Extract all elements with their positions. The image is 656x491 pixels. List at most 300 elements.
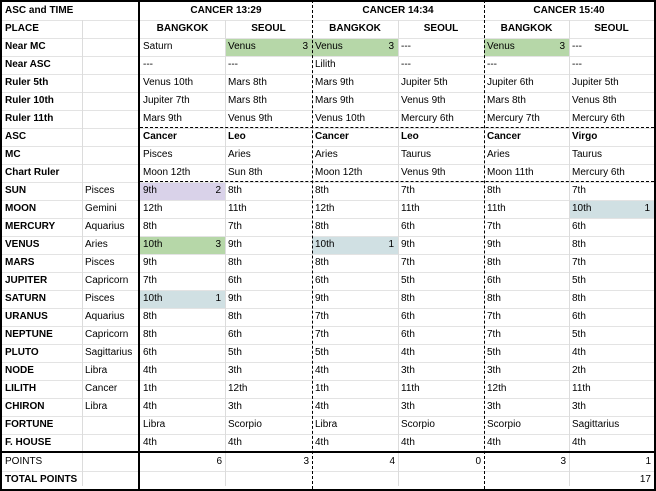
- points-value-4[interactable]: [398, 453, 484, 471]
- cell-mercury-1[interactable]: [140, 218, 225, 236]
- cell-f-house-3[interactable]: [312, 434, 398, 452]
- row-sign-node-text: Libra: [85, 365, 108, 376]
- row-sign-uranus-text: Aquarius: [85, 311, 125, 322]
- row-label-mercury-text: MERCURY: [5, 221, 56, 232]
- cell-mars-2[interactable]: [225, 254, 312, 272]
- cell-saturn-4-text: 8th: [401, 293, 415, 304]
- row-label-saturn[interactable]: [2, 290, 82, 308]
- cell-near-mc-2-text: Venus: [228, 41, 256, 52]
- cell-near-mc-5-score: 3: [559, 41, 565, 52]
- cell-ruler-5th-5[interactable]: [484, 74, 569, 92]
- group-header-1[interactable]: [140, 2, 312, 20]
- cell-fortune-2[interactable]: [225, 416, 312, 434]
- place-header-1[interactable]: [140, 20, 225, 38]
- row-sign-chart-ruler[interactable]: [82, 164, 140, 182]
- grid-v-2: [398, 20, 399, 486]
- grid-h-12: [2, 218, 654, 219]
- row-label-ruler-11th[interactable]: [2, 110, 82, 128]
- grid-h-23: [2, 416, 654, 417]
- cell-mars-1-text: 9th: [143, 257, 157, 268]
- cell-f-house-5[interactable]: [484, 434, 569, 452]
- row-sign-venus[interactable]: [82, 236, 140, 254]
- cell-mc-6[interactable]: [569, 146, 654, 164]
- grid-h-11: [2, 200, 654, 201]
- cell-jupiter-1[interactable]: [140, 272, 225, 290]
- cell-chiron-2-text: 3th: [228, 401, 242, 412]
- cell-mercury-5[interactable]: [484, 218, 569, 236]
- cell-mercury-2[interactable]: [225, 218, 312, 236]
- row-label-venus[interactable]: [2, 236, 82, 254]
- cell-near-mc-2[interactable]: [225, 38, 312, 56]
- cell-node-6-text: 2th: [572, 365, 586, 376]
- row-label-near-asc-text: Near ASC: [5, 59, 51, 70]
- section-divider-planets: [140, 181, 654, 182]
- row-label-near-mc[interactable]: [2, 38, 82, 56]
- points-value-5[interactable]: [484, 453, 569, 471]
- cell-ruler-11th-3[interactable]: [312, 110, 398, 128]
- total-points-value-6-text: 17: [639, 474, 651, 485]
- group-header-2-text: CANCER 14:34: [362, 5, 434, 16]
- cell-pluto-5[interactable]: [484, 344, 569, 362]
- total-points-value-5[interactable]: [484, 471, 569, 489]
- cell-pluto-3[interactable]: [312, 344, 398, 362]
- cell-neptune-3[interactable]: [312, 326, 398, 344]
- cell-moon-6[interactable]: [569, 200, 654, 218]
- row-sign-mars[interactable]: [82, 254, 140, 272]
- row-sign-asc[interactable]: [82, 128, 140, 146]
- group-header-1-text: CANCER 13:29: [190, 5, 262, 16]
- cell-mars-1[interactable]: [140, 254, 225, 272]
- cell-saturn-1[interactable]: [140, 290, 225, 308]
- cell-ruler-5th-3[interactable]: [312, 74, 398, 92]
- grid-h-14: [2, 254, 654, 255]
- row-label-sun-text: SUN: [5, 185, 27, 196]
- row-sign-ruler-5th[interactable]: [82, 74, 140, 92]
- points-value-6[interactable]: [569, 453, 654, 471]
- cell-uranus-6[interactable]: [569, 308, 654, 326]
- cell-saturn-4[interactable]: [398, 290, 484, 308]
- points-value-3[interactable]: [312, 453, 398, 471]
- points-value-1[interactable]: [140, 453, 225, 471]
- cell-node-4[interactable]: [398, 362, 484, 380]
- cell-chart-ruler-4-text: Venus 9th: [401, 167, 446, 178]
- cell-uranus-2[interactable]: [225, 308, 312, 326]
- cell-near-mc-1[interactable]: [140, 38, 225, 56]
- points-value-2[interactable]: [225, 453, 312, 471]
- row-label-venus-text: VENUS: [5, 239, 40, 250]
- cell-moon-2[interactable]: [225, 200, 312, 218]
- cell-mars-4-text: 7th: [401, 257, 415, 268]
- cell-chart-ruler-6-text: Mercury 6th: [572, 167, 625, 178]
- row-sign-neptune[interactable]: [82, 326, 140, 344]
- cell-chiron-1[interactable]: [140, 398, 225, 416]
- row-sign-jupiter[interactable]: [82, 272, 140, 290]
- points-value-1-text: 6: [216, 456, 222, 467]
- cell-near-mc-6-text: ---: [572, 41, 582, 52]
- cell-mercury-6[interactable]: [569, 218, 654, 236]
- place-header-6[interactable]: [569, 20, 654, 38]
- cell-node-6[interactable]: [569, 362, 654, 380]
- cell-chiron-5[interactable]: [484, 398, 569, 416]
- grid-h-26: [2, 471, 654, 472]
- row-sign-node[interactable]: [82, 362, 140, 380]
- total-points-value-1[interactable]: [140, 471, 225, 489]
- cell-fortune-6[interactable]: [569, 416, 654, 434]
- cell-venus-1[interactable]: [140, 236, 225, 254]
- cell-chiron-3[interactable]: [312, 398, 398, 416]
- cell-jupiter-5[interactable]: [484, 272, 569, 290]
- row-sign-moon[interactable]: [82, 200, 140, 218]
- row-sign-f-house[interactable]: [82, 434, 140, 452]
- cell-chart-ruler-3-text: Moon 12th: [315, 167, 363, 178]
- row-sign-chiron[interactable]: [82, 398, 140, 416]
- cell-saturn-2[interactable]: [225, 290, 312, 308]
- grid-h-15: [2, 272, 654, 273]
- cell-f-house-5-text: 4th: [487, 437, 501, 448]
- row-label-near-mc-text: Near MC: [5, 41, 46, 52]
- row-sign-neptune-text: Capricorn: [85, 329, 129, 340]
- cell-venus-2[interactable]: [225, 236, 312, 254]
- cell-jupiter-2[interactable]: [225, 272, 312, 290]
- place-header-3[interactable]: [312, 20, 398, 38]
- grid-h-10: [2, 182, 654, 183]
- row-sign-near-mc[interactable]: [82, 38, 140, 56]
- place-header-4[interactable]: [398, 20, 484, 38]
- row-label-near-asc[interactable]: [2, 56, 82, 74]
- row-sign-fortune[interactable]: [82, 416, 140, 434]
- cell-mc-3[interactable]: [312, 146, 398, 164]
- cell-near-mc-2-score: 3: [302, 41, 308, 52]
- cell-node-3[interactable]: [312, 362, 398, 380]
- cell-neptune-1[interactable]: [140, 326, 225, 344]
- cell-chart-ruler-2-text: Sun 8th: [228, 167, 263, 178]
- label-separator: [138, 0, 140, 491]
- cell-pluto-2[interactable]: [225, 344, 312, 362]
- row-label-pluto[interactable]: [2, 344, 82, 362]
- row-sign-uranus[interactable]: [82, 308, 140, 326]
- cell-fortune-3[interactable]: [312, 416, 398, 434]
- cell-near-asc-2-text: ---: [228, 59, 238, 70]
- asc-time-label[interactable]: [2, 2, 140, 20]
- cell-ruler-5th-2[interactable]: [225, 74, 312, 92]
- cell-pluto-1[interactable]: [140, 344, 225, 362]
- cell-f-house-1-text: 4th: [143, 437, 157, 448]
- cell-neptune-6[interactable]: [569, 326, 654, 344]
- cell-near-asc-1[interactable]: [140, 56, 225, 74]
- cell-chiron-4-text: 3th: [401, 401, 415, 412]
- cell-ruler-10th-6[interactable]: [569, 92, 654, 110]
- cell-node-2[interactable]: [225, 362, 312, 380]
- cell-ruler-5th-6[interactable]: [569, 74, 654, 92]
- cell-mars-6[interactable]: [569, 254, 654, 272]
- cell-f-house-1[interactable]: [140, 434, 225, 452]
- cell-neptune-5[interactable]: [484, 326, 569, 344]
- cell-lilith-6-text: 11th: [572, 383, 591, 394]
- cell-sun-2[interactable]: [225, 182, 312, 200]
- cell-chiron-3-text: 4th: [315, 401, 329, 412]
- group-divider-1: [312, 0, 313, 489]
- cell-f-house-2[interactable]: [225, 434, 312, 452]
- cell-sun-6[interactable]: [569, 182, 654, 200]
- row-label-asc[interactable]: [2, 128, 82, 146]
- cell-ruler-10th-1[interactable]: [140, 92, 225, 110]
- row-label-jupiter-text: JUPITER: [5, 275, 48, 286]
- cell-mars-4[interactable]: [398, 254, 484, 272]
- cell-fortune-5[interactable]: [484, 416, 569, 434]
- cell-saturn-5[interactable]: [484, 290, 569, 308]
- total-points-value-2[interactable]: [225, 471, 312, 489]
- cell-chiron-5-text: 3th: [487, 401, 501, 412]
- cell-ruler-10th-2[interactable]: [225, 92, 312, 110]
- cell-mc-5[interactable]: [484, 146, 569, 164]
- row-label-sun[interactable]: [2, 182, 82, 200]
- place-label[interactable]: [2, 20, 140, 38]
- cell-chiron-6[interactable]: [569, 398, 654, 416]
- cell-f-house-4[interactable]: [398, 434, 484, 452]
- cell-asc-3[interactable]: [312, 128, 398, 146]
- cell-near-asc-5[interactable]: [484, 56, 569, 74]
- cell-uranus-5[interactable]: [484, 308, 569, 326]
- cell-neptune-2[interactable]: [225, 326, 312, 344]
- row-label-ruler-11th-text: Ruler 11th: [5, 113, 54, 124]
- cell-ruler-5th-2-text: Mars 8th: [228, 77, 267, 88]
- cell-mc-1[interactable]: [140, 146, 225, 164]
- cell-near-mc-1-text: Saturn: [143, 41, 173, 52]
- row-label-lilith[interactable]: [2, 380, 82, 398]
- cell-asc-5[interactable]: [484, 128, 569, 146]
- cell-sun-4[interactable]: [398, 182, 484, 200]
- row-label-ruler-5th-text: Ruler 5th: [5, 77, 49, 88]
- cell-venus-6[interactable]: [569, 236, 654, 254]
- cell-sun-1[interactable]: [140, 182, 225, 200]
- cell-asc-1[interactable]: [140, 128, 225, 146]
- cell-chart-ruler-5[interactable]: [484, 164, 569, 182]
- row-sign-lilith[interactable]: [82, 380, 140, 398]
- cell-ruler-10th-4-text: Venus 9th: [401, 95, 446, 106]
- cell-pluto-4[interactable]: [398, 344, 484, 362]
- cell-jupiter-2-text: 6th: [228, 275, 242, 286]
- cell-ruler-11th-2[interactable]: [225, 110, 312, 128]
- row-sign-jupiter-text: Capricorn: [85, 275, 129, 286]
- total-points-value-6[interactable]: [569, 471, 654, 489]
- cell-ruler-11th-6[interactable]: [569, 110, 654, 128]
- cell-chart-ruler-1[interactable]: [140, 164, 225, 182]
- cell-jupiter-3[interactable]: [312, 272, 398, 290]
- row-sign-saturn[interactable]: [82, 290, 140, 308]
- cell-asc-2-text: Leo: [228, 131, 246, 142]
- row-label-uranus[interactable]: [2, 308, 82, 326]
- cell-ruler-5th-1[interactable]: [140, 74, 225, 92]
- cell-mars-3[interactable]: [312, 254, 398, 272]
- cell-near-mc-4[interactable]: [398, 38, 484, 56]
- cell-node-4-text: 3th: [401, 365, 415, 376]
- row-sign-mc[interactable]: [82, 146, 140, 164]
- cell-mc-3-text: Aries: [315, 149, 338, 160]
- cell-mars-5[interactable]: [484, 254, 569, 272]
- cell-venus-3[interactable]: [312, 236, 398, 254]
- cell-near-asc-2[interactable]: [225, 56, 312, 74]
- points-label[interactable]: [2, 453, 140, 471]
- cell-sun-1-score: 2: [215, 185, 221, 196]
- row-sign-ruler-10th[interactable]: [82, 92, 140, 110]
- place-header-5[interactable]: [484, 20, 569, 38]
- cell-moon-3[interactable]: [312, 200, 398, 218]
- cell-neptune-4[interactable]: [398, 326, 484, 344]
- row-sign-sun[interactable]: [82, 182, 140, 200]
- points-value-5-text: 3: [560, 456, 566, 467]
- cell-jupiter-4[interactable]: [398, 272, 484, 290]
- cell-neptune-6-text: 5th: [572, 329, 586, 340]
- cell-lilith-5[interactable]: [484, 380, 569, 398]
- cell-lilith-4[interactable]: [398, 380, 484, 398]
- cell-mars-6-text: 7th: [572, 257, 586, 268]
- cell-moon-4[interactable]: [398, 200, 484, 218]
- cell-chart-ruler-3[interactable]: [312, 164, 398, 182]
- cell-mercury-3[interactable]: [312, 218, 398, 236]
- cell-moon-5-text: 11th: [487, 203, 506, 214]
- cell-ruler-10th-6-text: Venus 8th: [572, 95, 617, 106]
- row-label-chiron[interactable]: [2, 398, 82, 416]
- row-sign-ruler-11th[interactable]: [82, 110, 140, 128]
- cell-fortune-1[interactable]: [140, 416, 225, 434]
- cell-sun-5[interactable]: [484, 182, 569, 200]
- cell-lilith-3[interactable]: [312, 380, 398, 398]
- cell-sun-3[interactable]: [312, 182, 398, 200]
- cell-ruler-5th-5-text: Jupiter 6th: [487, 77, 534, 88]
- cell-fortune-1-text: Libra: [143, 419, 166, 430]
- row-label-mc[interactable]: [2, 146, 82, 164]
- cell-uranus-4[interactable]: [398, 308, 484, 326]
- cell-lilith-2[interactable]: [225, 380, 312, 398]
- cell-chiron-4[interactable]: [398, 398, 484, 416]
- cell-asc-2[interactable]: [225, 128, 312, 146]
- cell-jupiter-1-text: 7th: [143, 275, 157, 286]
- cell-near-mc-4-text: ---: [401, 41, 411, 52]
- row-label-chiron-text: CHIRON: [5, 401, 45, 412]
- cell-f-house-6[interactable]: [569, 434, 654, 452]
- cell-saturn-5-text: 8th: [487, 293, 501, 304]
- cell-chart-ruler-6[interactable]: [569, 164, 654, 182]
- cell-chiron-2[interactable]: [225, 398, 312, 416]
- row-label-ruler-10th[interactable]: [2, 92, 82, 110]
- cell-saturn-3[interactable]: [312, 290, 398, 308]
- row-label-fortune[interactable]: [2, 416, 82, 434]
- cell-pluto-6[interactable]: [569, 344, 654, 362]
- total-points-value-4[interactable]: [398, 471, 484, 489]
- total-points-label[interactable]: [2, 471, 140, 489]
- row-sign-near-asc[interactable]: [82, 56, 140, 74]
- group-header-2[interactable]: [312, 2, 484, 20]
- row-sign-venus-text: Aries: [85, 239, 108, 250]
- cell-node-5[interactable]: [484, 362, 569, 380]
- cell-mc-2[interactable]: [225, 146, 312, 164]
- cell-near-mc-6[interactable]: [569, 38, 654, 56]
- cell-chart-ruler-4[interactable]: [398, 164, 484, 182]
- cell-near-mc-3[interactable]: [312, 38, 398, 56]
- cell-ruler-11th-5[interactable]: [484, 110, 569, 128]
- cell-lilith-1[interactable]: [140, 380, 225, 398]
- cell-near-mc-5[interactable]: [484, 38, 569, 56]
- cell-mercury-6-text: 6th: [572, 221, 586, 232]
- cell-jupiter-6[interactable]: [569, 272, 654, 290]
- cell-near-asc-3[interactable]: [312, 56, 398, 74]
- row-label-moon[interactable]: [2, 200, 82, 218]
- cell-sun-2-text: 8th: [228, 185, 242, 196]
- cell-mc-5-text: Aries: [487, 149, 510, 160]
- cell-ruler-10th-5-text: Mars 8th: [487, 95, 526, 106]
- row-sign-pluto[interactable]: [82, 344, 140, 362]
- cell-ruler-5th-3-text: Mars 9th: [315, 77, 354, 88]
- cell-mc-4[interactable]: [398, 146, 484, 164]
- total-points-value-3[interactable]: [312, 471, 398, 489]
- cell-uranus-2-text: 8th: [228, 311, 242, 322]
- cell-node-2-text: 3th: [228, 365, 242, 376]
- cell-moon-6-score: 1: [644, 203, 650, 214]
- cell-node-1[interactable]: [140, 362, 225, 380]
- cell-uranus-3[interactable]: [312, 308, 398, 326]
- grid-h-20: [2, 362, 654, 363]
- cell-venus-5[interactable]: [484, 236, 569, 254]
- cell-lilith-3-text: 1th: [315, 383, 329, 394]
- points-value-3-text: 4: [389, 456, 395, 467]
- row-label-ruler-5th[interactable]: [2, 74, 82, 92]
- cell-ruler-10th-4[interactable]: [398, 92, 484, 110]
- grid-h-16: [2, 290, 654, 291]
- cell-near-asc-4[interactable]: [398, 56, 484, 74]
- cell-near-asc-4-text: ---: [401, 59, 411, 70]
- cell-ruler-11th-4[interactable]: [398, 110, 484, 128]
- cell-saturn-6[interactable]: [569, 290, 654, 308]
- cell-near-asc-3-text: Lilith: [315, 59, 336, 70]
- cell-mercury-3-text: 8th: [315, 221, 329, 232]
- cell-ruler-5th-4-text: Jupiter 5th: [401, 77, 448, 88]
- cell-venus-4[interactable]: [398, 236, 484, 254]
- cell-fortune-4[interactable]: [398, 416, 484, 434]
- row-sign-mercury[interactable]: [82, 218, 140, 236]
- cell-uranus-1[interactable]: [140, 308, 225, 326]
- cell-lilith-6[interactable]: [569, 380, 654, 398]
- cell-ruler-11th-1[interactable]: [140, 110, 225, 128]
- cell-ruler-10th-3[interactable]: [312, 92, 398, 110]
- cell-moon-1[interactable]: [140, 200, 225, 218]
- row-label-moon-text: MOON: [5, 203, 37, 214]
- group-header-3[interactable]: [484, 2, 654, 20]
- row-label-mars[interactable]: [2, 254, 82, 272]
- cell-asc-6[interactable]: [569, 128, 654, 146]
- row-label-jupiter[interactable]: [2, 272, 82, 290]
- cell-asc-4-text: Leo: [401, 131, 419, 142]
- cell-chart-ruler-2[interactable]: [225, 164, 312, 182]
- cell-ruler-5th-4[interactable]: [398, 74, 484, 92]
- row-label-neptune[interactable]: [2, 326, 82, 344]
- row-label-f-house[interactable]: [2, 434, 82, 452]
- grid-h-2: [2, 38, 654, 39]
- row-label-chart-ruler[interactable]: [2, 164, 82, 182]
- place-header-2[interactable]: [225, 20, 312, 38]
- cell-chart-ruler-5-text: Moon 11th: [487, 167, 534, 178]
- cell-fortune-5-text: Scorpio: [487, 419, 521, 430]
- cell-mercury-4[interactable]: [398, 218, 484, 236]
- cell-ruler-10th-5[interactable]: [484, 92, 569, 110]
- row-label-mercury[interactable]: [2, 218, 82, 236]
- cell-moon-5[interactable]: [484, 200, 569, 218]
- cell-near-asc-6[interactable]: [569, 56, 654, 74]
- row-label-uranus-text: URANUS: [5, 311, 48, 322]
- row-label-node[interactable]: [2, 362, 82, 380]
- cell-asc-4[interactable]: [398, 128, 484, 146]
- cell-lilith-2-text: 12th: [228, 383, 248, 394]
- cell-neptune-1-text: 8th: [143, 329, 157, 340]
